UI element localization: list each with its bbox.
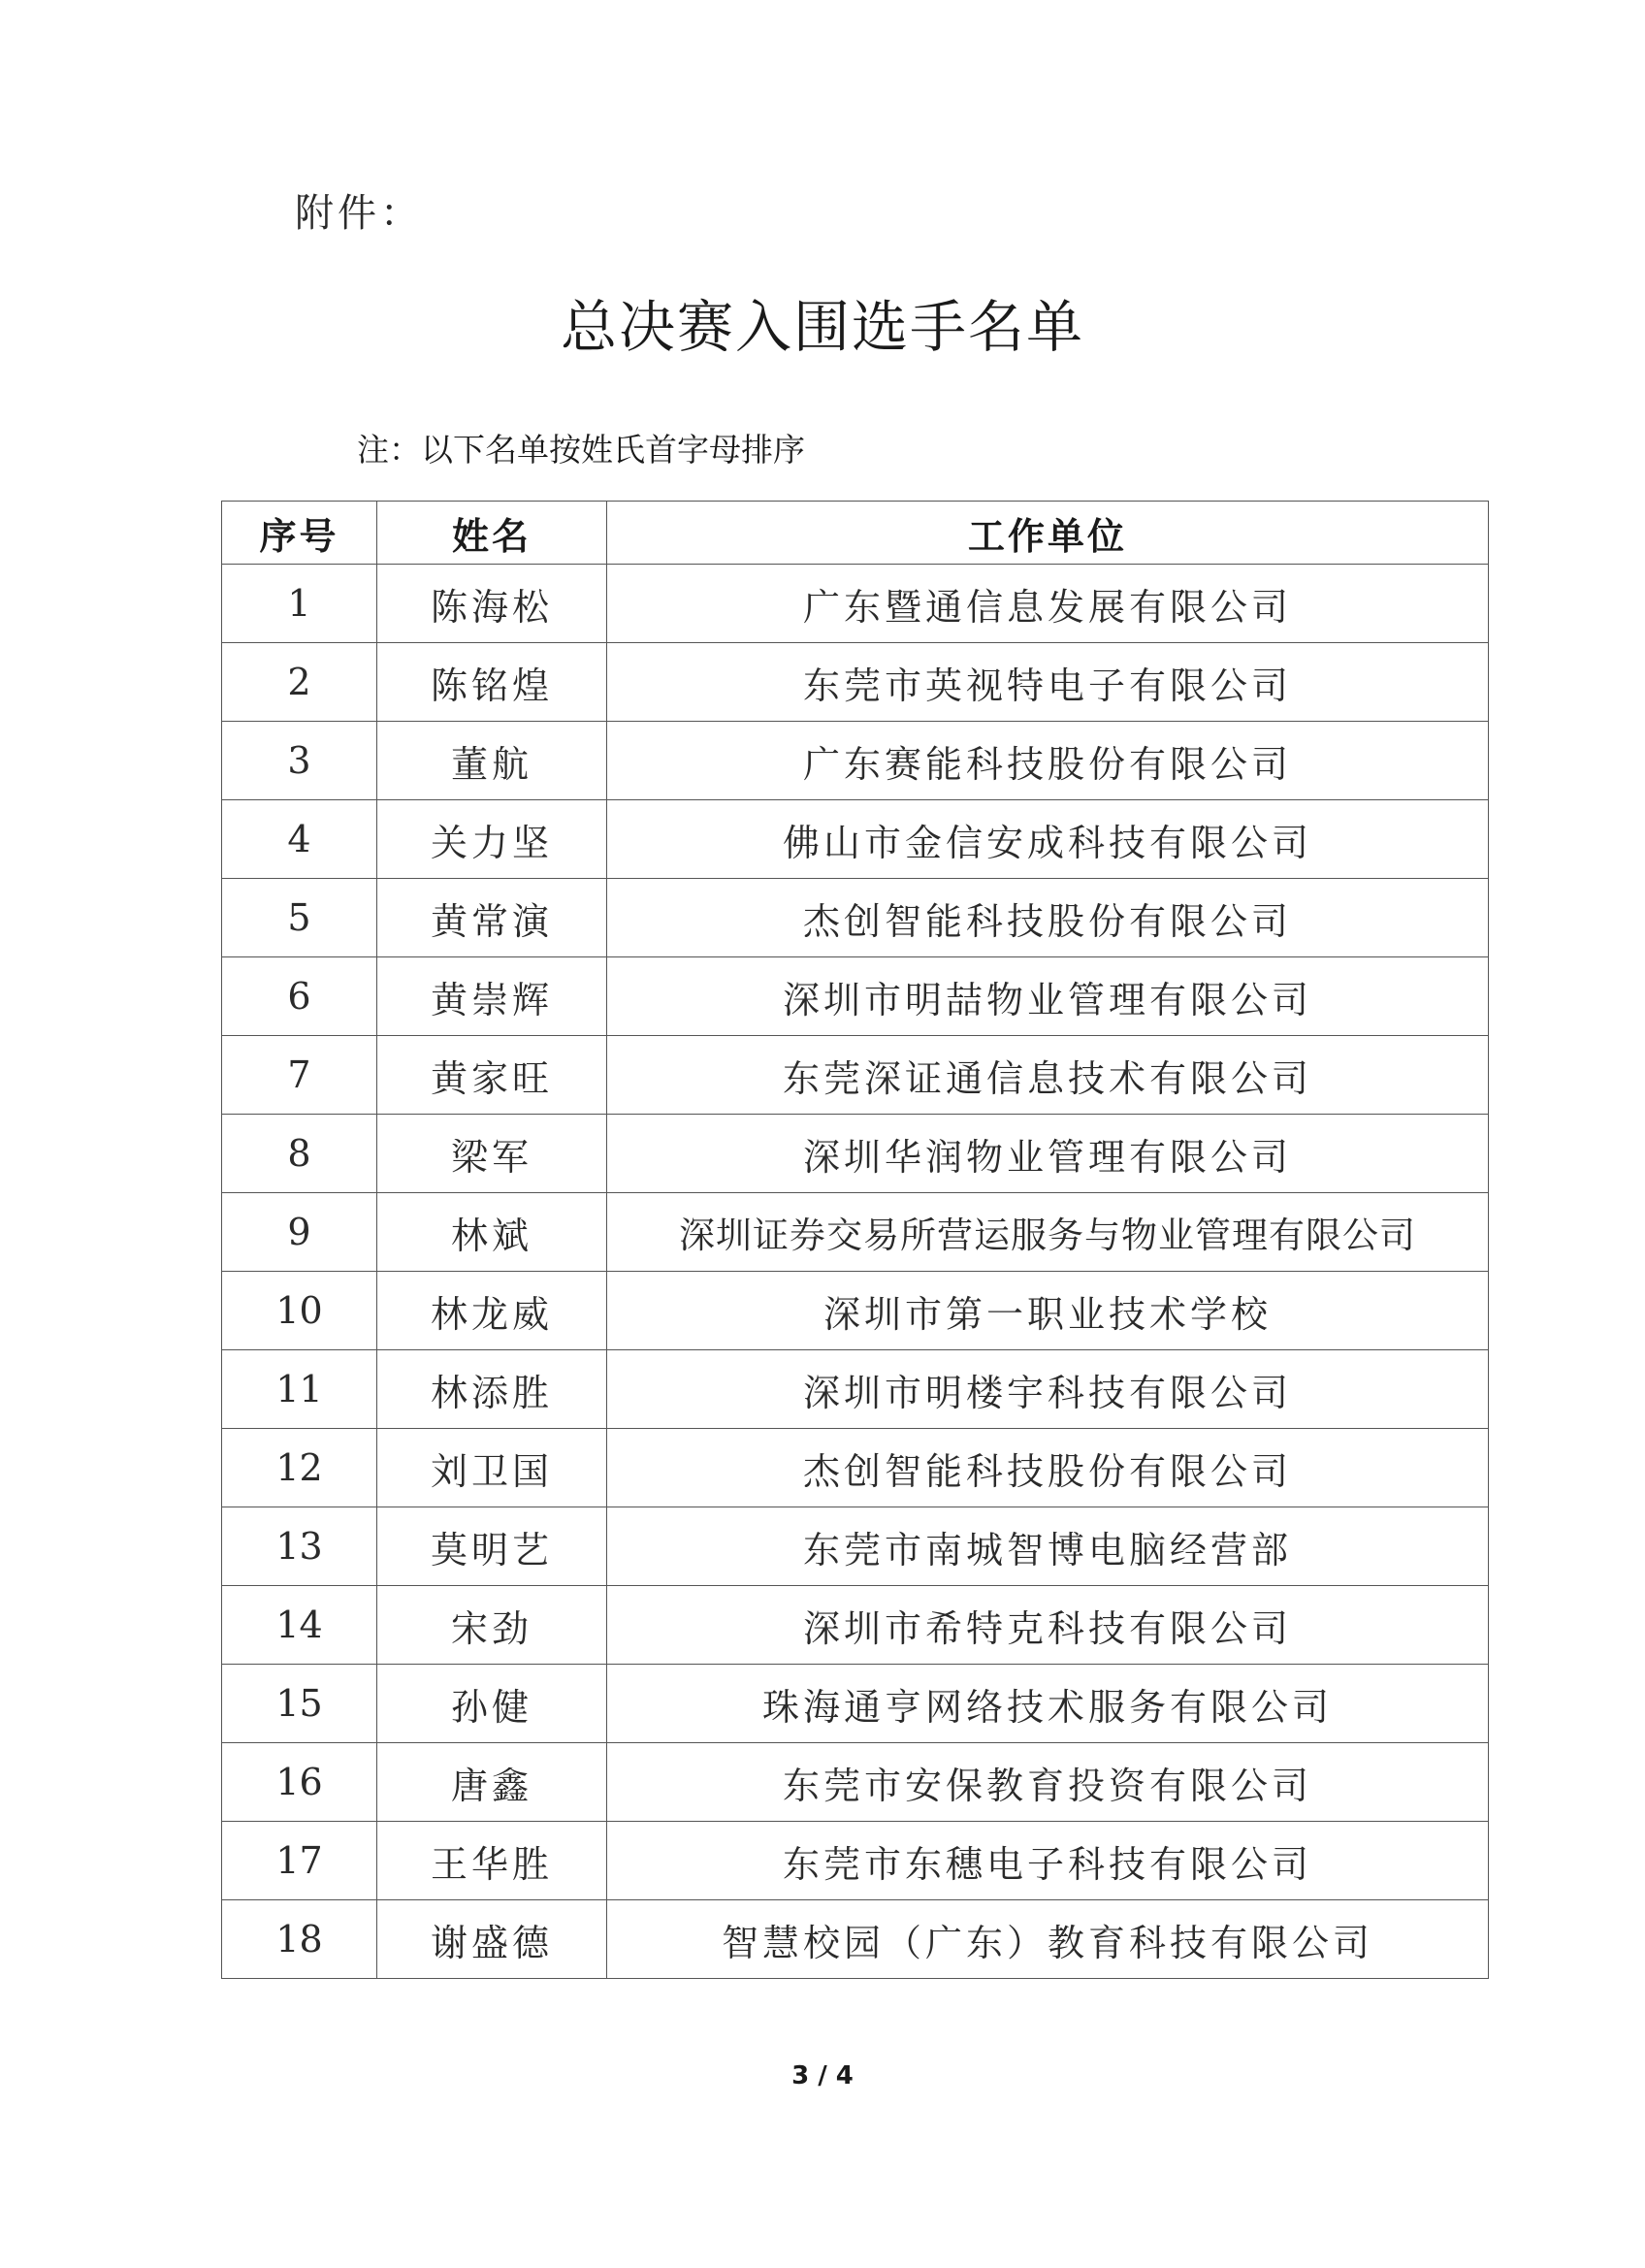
header-organization: 工作单位 — [607, 502, 1489, 565]
row-index: 14 — [222, 1586, 377, 1665]
row-organization: 杰创智能科技股份有限公司 — [607, 879, 1489, 957]
row-organization: 杰创智能科技股份有限公司 — [607, 1429, 1489, 1507]
finalist-table — [221, 501, 1489, 1979]
header-index: 序号 — [222, 502, 377, 565]
table-row — [222, 1900, 1489, 1979]
table-row — [222, 1036, 1489, 1115]
row-name: 陈海松 — [377, 565, 607, 643]
table-row — [222, 879, 1489, 957]
row-name: 董航 — [377, 722, 607, 800]
page-number: 3 / 4 — [791, 2061, 854, 2090]
row-name: 谢盛德 — [377, 1900, 607, 1979]
table-body — [222, 565, 1489, 1979]
row-name: 黄家旺 — [377, 1036, 607, 1115]
row-index: 10 — [222, 1272, 377, 1350]
row-organization: 智慧校园（广东）教育科技有限公司 — [607, 1900, 1489, 1979]
table-row — [222, 1822, 1489, 1900]
row-organization: 东莞市东穗电子科技有限公司 — [607, 1822, 1489, 1900]
row-index: 9 — [222, 1193, 377, 1272]
row-organization: 珠海通亨网络技术服务有限公司 — [607, 1665, 1489, 1743]
table-row — [222, 565, 1489, 643]
row-index: 5 — [222, 879, 377, 957]
row-organization: 东莞深证通信息技术有限公司 — [607, 1036, 1489, 1115]
row-name: 陈铭煌 — [377, 643, 607, 722]
row-organization: 东莞市英视特电子有限公司 — [607, 643, 1489, 722]
row-name: 宋劲 — [377, 1586, 607, 1665]
table-row — [222, 800, 1489, 879]
row-index: 16 — [222, 1743, 377, 1822]
row-organization: 深圳市明楼宇科技有限公司 — [607, 1350, 1489, 1429]
row-index: 1 — [222, 565, 377, 643]
row-organization: 佛山市金信安成科技有限公司 — [607, 800, 1489, 879]
row-name: 唐鑫 — [377, 1743, 607, 1822]
table-row — [222, 1586, 1489, 1665]
row-index: 7 — [222, 1036, 377, 1115]
row-organization: 深圳华润物业管理有限公司 — [607, 1115, 1489, 1193]
row-name: 孙健 — [377, 1665, 607, 1743]
row-name: 关力坚 — [377, 800, 607, 879]
row-index: 13 — [222, 1507, 377, 1586]
row-organization: 深圳证券交易所营运服务与物业管理有限公司 — [607, 1193, 1489, 1272]
table-row — [222, 1350, 1489, 1429]
table-row — [222, 1665, 1489, 1743]
row-name: 梁军 — [377, 1115, 607, 1193]
row-index: 2 — [222, 643, 377, 722]
row-index: 18 — [222, 1900, 377, 1979]
row-index: 11 — [222, 1350, 377, 1429]
table-row — [222, 643, 1489, 722]
row-index: 8 — [222, 1115, 377, 1193]
header-name: 姓名 — [377, 502, 607, 565]
row-name: 莫明艺 — [377, 1507, 607, 1586]
table-row — [222, 1507, 1489, 1586]
row-name: 林添胜 — [377, 1350, 607, 1429]
row-index: 12 — [222, 1429, 377, 1507]
table-header-row — [222, 502, 1489, 565]
table-row — [222, 1115, 1489, 1193]
row-index: 4 — [222, 800, 377, 879]
table-row — [222, 1429, 1489, 1507]
row-organization: 深圳市希特克科技有限公司 — [607, 1586, 1489, 1665]
table-row — [222, 722, 1489, 800]
sort-note: 注：以下名单按姓氏首字母排序 — [357, 431, 805, 469]
table-row — [222, 1272, 1489, 1350]
table-row — [222, 1193, 1489, 1272]
row-index: 3 — [222, 722, 377, 800]
row-organization: 东莞市安保教育投资有限公司 — [607, 1743, 1489, 1822]
attachment-label: 附件： — [295, 191, 423, 236]
row-organization: 深圳市第一职业技术学校 — [607, 1272, 1489, 1350]
row-organization: 广东暨通信息发展有限公司 — [607, 565, 1489, 643]
page-title: 总决赛入围选手名单 — [560, 294, 1084, 360]
row-index: 15 — [222, 1665, 377, 1743]
row-name: 王华胜 — [377, 1822, 607, 1900]
row-index: 17 — [222, 1822, 377, 1900]
row-name: 黄常演 — [377, 879, 607, 957]
table-row — [222, 957, 1489, 1036]
row-name: 黄崇辉 — [377, 957, 607, 1036]
row-name: 林龙威 — [377, 1272, 607, 1350]
table-row — [222, 1743, 1489, 1822]
row-organization: 深圳市明喆物业管理有限公司 — [607, 957, 1489, 1036]
row-organization: 东莞市南城智博电脑经营部 — [607, 1507, 1489, 1586]
row-organization: 广东赛能科技股份有限公司 — [607, 722, 1489, 800]
row-index: 6 — [222, 957, 377, 1036]
row-name: 刘卫国 — [377, 1429, 607, 1507]
row-name: 林斌 — [377, 1193, 607, 1272]
